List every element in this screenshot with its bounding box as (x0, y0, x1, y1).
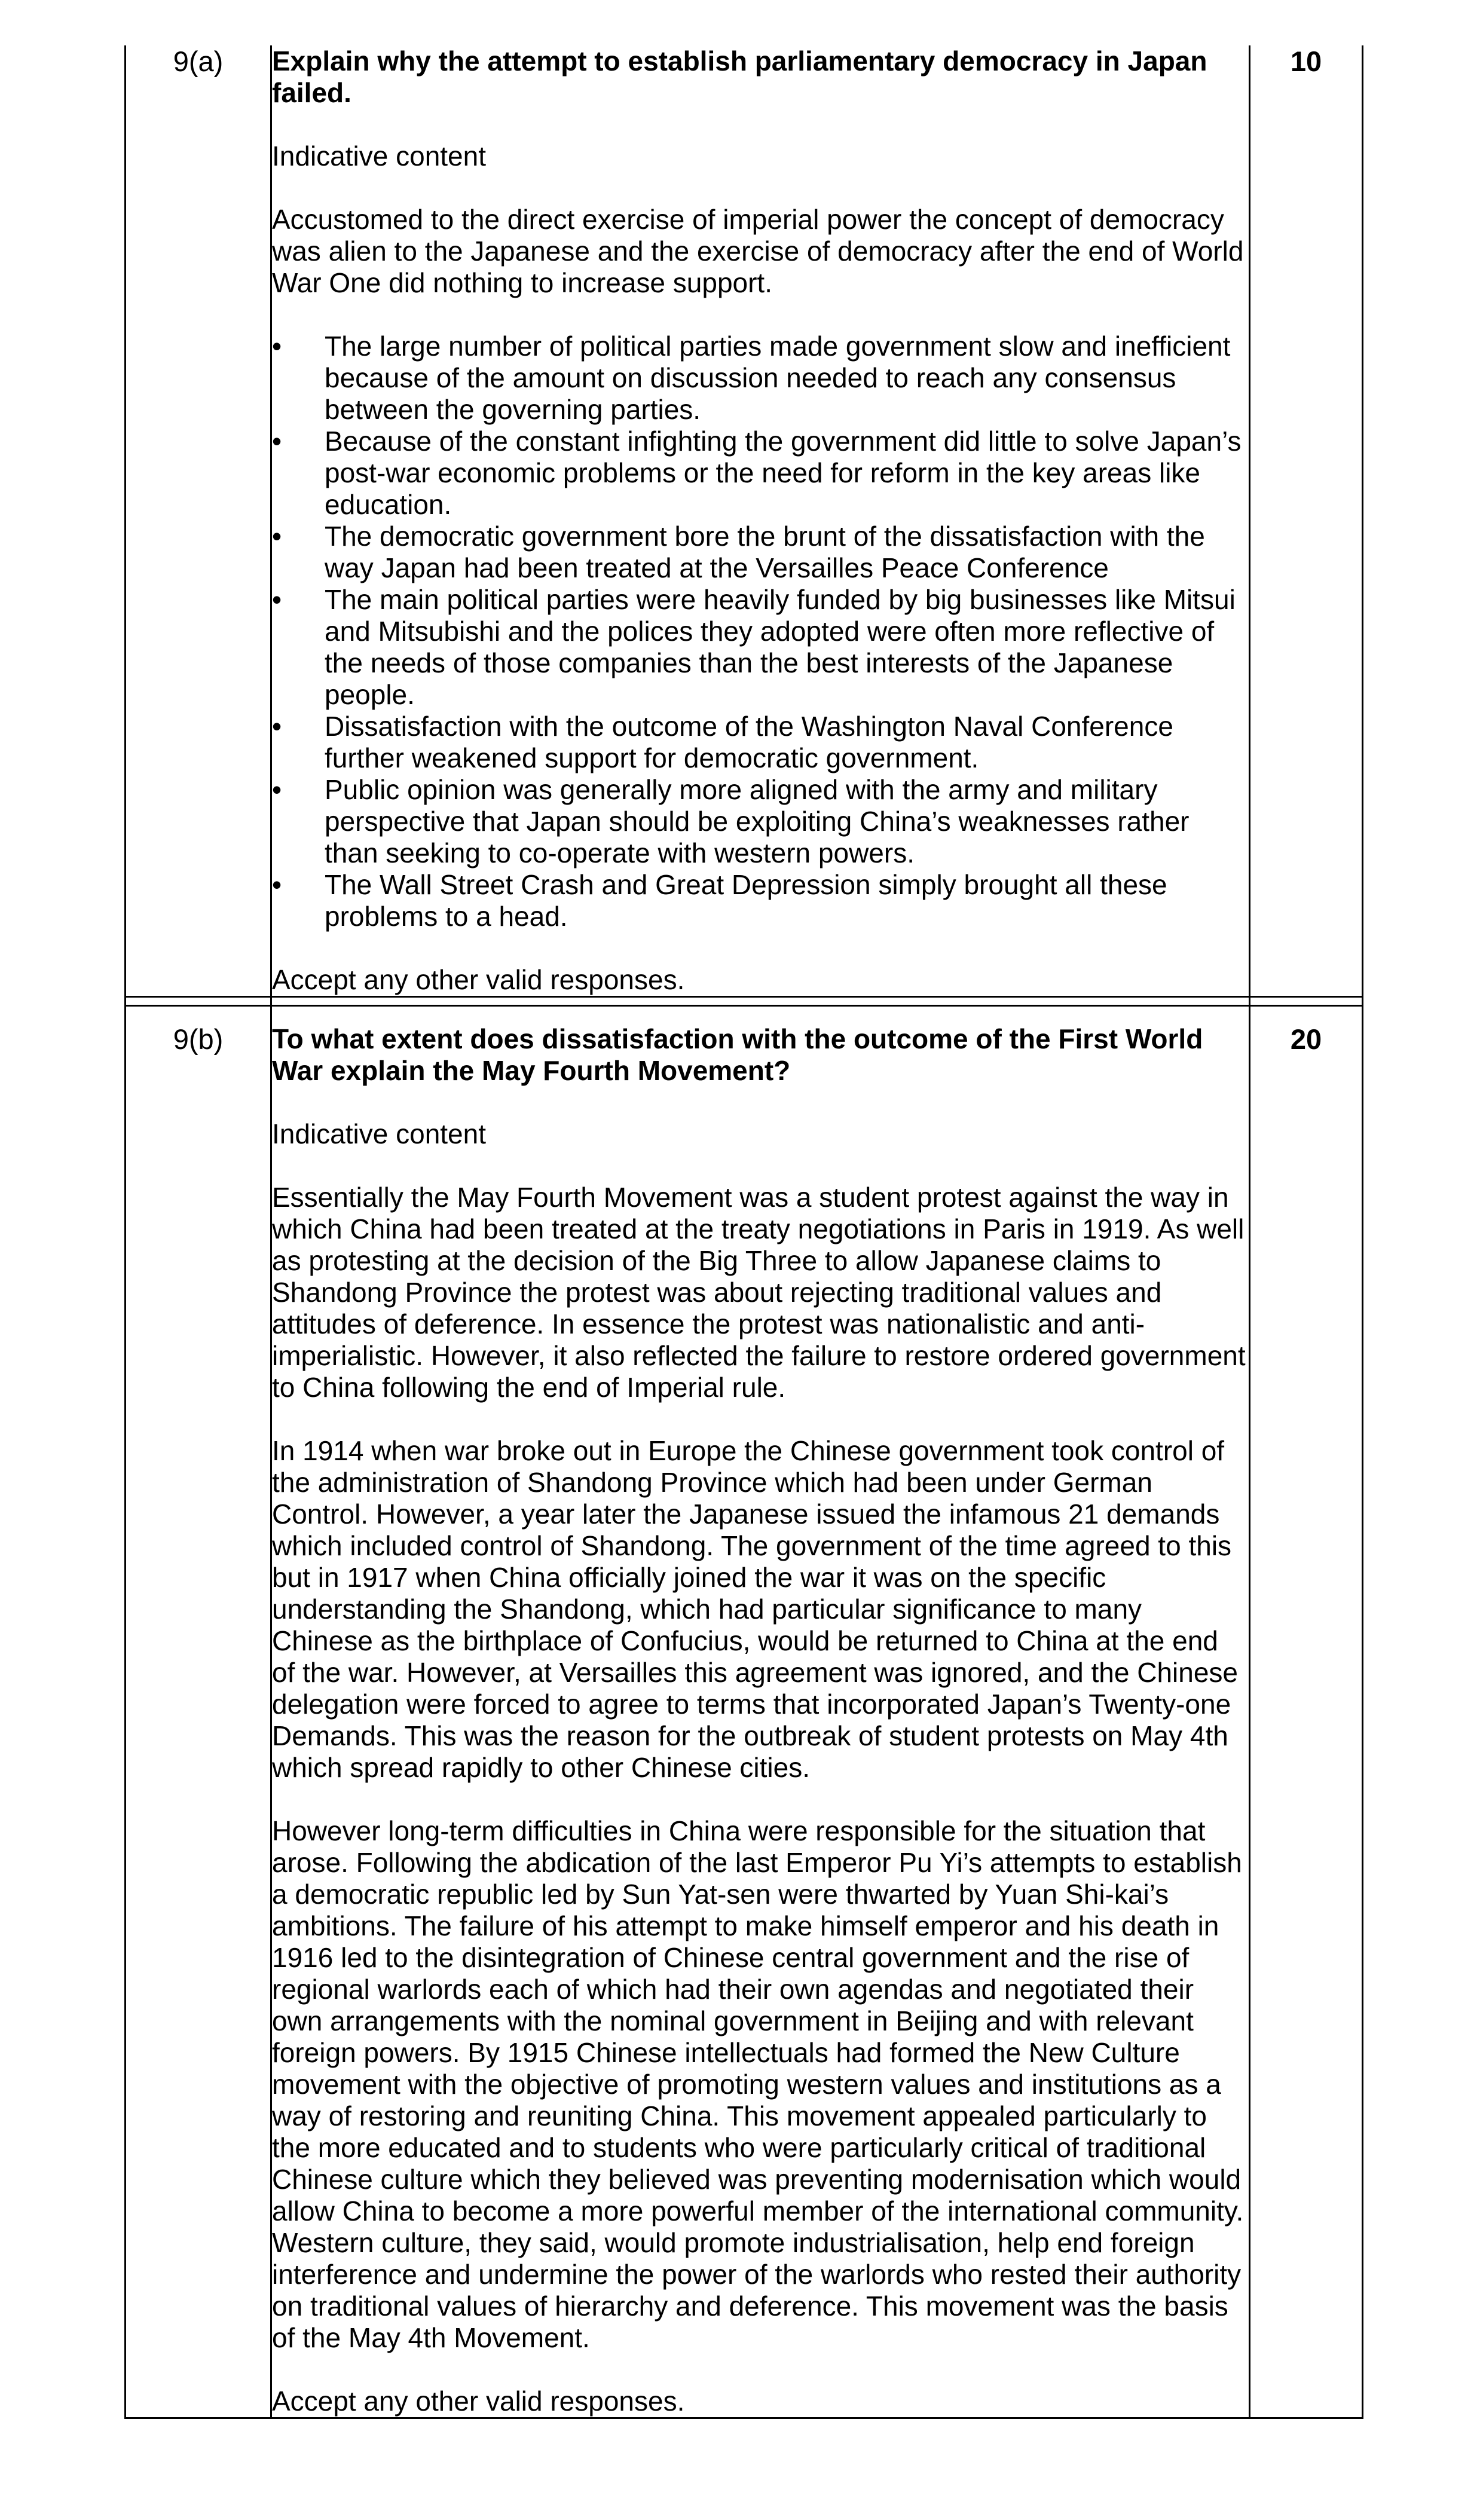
marks-value: 20 (1250, 1006, 1363, 2418)
body-paragraph: However long-term difficulties in China were responsible for the situation that arose. Following the abdication of the last Emperor Pu Yi’s attempts to establish a democratic republic led by Sun Yat-sen were thwarted by Yuan Shi-kai’s ambitions. The failure of his attempt to make himself emperor and his death in 1916 led to the disintegration of Chinese central government and the rise of regional warlords each of which had their own agendas and negotiated their own arrangements with the nominal government in Beijing and with relevant foreign powers. By 1915 Chinese intellectuals had formed the New Culture movement with the objective of promoting western values and institutions as a way of restoring and reuniting China. This movement appealed particularly to the more educated and to students who were particularly critical of traditional Chinese culture which they believed was preventing modernisation which would allow China to become a more powerful member of the international community. Western culture, they said, would promote industrialisation, help end foreign interference and undermine the power of the warlords who rested their authority on traditional values of hierarchy and deference. This movement was the basis of the May 4th Movement. (272, 1815, 1244, 2353)
question-number: 9(a) (126, 45, 271, 997)
question-row-9a (126, 45, 1363, 997)
bullet-item: • Dissatisfaction with the outcome of the Washington Naval Conference further weakened support for democratic government. (272, 711, 1249, 774)
bullet-item: • Public opinion was generally more aligned with the army and military perspective that Japan should be exploiting China’s weaknesses rather than seeking to co-operate with western powers. (272, 774, 1249, 869)
question-row-9b (126, 1006, 1363, 2418)
question-title: To what extent does dissatisfaction with the outcome of the First World War explain the May Fourth Movement? (272, 1023, 1203, 1086)
answer-guidance (271, 1006, 1250, 2418)
row-divider (126, 997, 1363, 1006)
bullet-item: • Because of the constant infighting the government did little to solve Japan’s post-war economic problems or the need for reform in the key areas like education. (272, 426, 1249, 521)
question-title: Explain why the attempt to establish parliamentary democracy in Japan failed. (272, 45, 1207, 108)
divider-cell (271, 997, 1250, 1006)
body-paragraph: Essentially the May Fourth Movement was a student protest against the way in which China had been treated at the treaty negotiations in Paris in 1919. As well as protesting at the decision of the Big Three to allow Japanese claims to Shandong Province the protest was about rejecting traditional values and attitudes of deference. In essence the protest was nationalistic and anti-imperialistic. However, it also reflected the failure to restore ordered government to China following the end of Imperial rule. (272, 1182, 1246, 1403)
intro-paragraph: Accustomed to the direct exercise of imperial power the concept of democracy was alien to the Japanese and the exercise of democracy after the end of World War One did nothing to increase support. (272, 204, 1244, 298)
question-number: 9(b) (126, 1006, 271, 2418)
bullet-list (272, 331, 1249, 932)
indicative-heading: Indicative content (272, 140, 487, 172)
bullet-item: • The Wall Street Crash and Great Depression simply brought all these problems to a head. (272, 869, 1249, 932)
divider-cell (126, 997, 271, 1006)
mark-scheme-table (124, 45, 1363, 2419)
answer-guidance (271, 45, 1250, 997)
bullet-item: • The democratic government bore the brunt of the dissatisfaction with the way Japan had been treated at the Versailles Peace Conference (272, 521, 1249, 584)
body-paragraph: In 1914 when war broke out in Europe the Chinese government took control of the administration of Shandong Province which had been under German Control. However, a year later the Japanese issued the infamous 21 demands which included control of Shandong. The government of the time agreed to this but in 1917 when China officially joined the war it was on the specific understanding the Shandong, which had particular significance to many Chinese as the birthplace of Confucius, would be returned to China at the end of the war. However, at Versailles this agreement was ignored, and the Chinese delegation were forced to agree to terms that incorporated Japan’s Twenty-one Demands. This was the reason for the outbreak of student protests on May 4th which spread rapidly to other Chinese cities. (272, 1435, 1239, 1783)
bullet-item: • The large number of political parties made government slow and inefficient because of the amount on discussion needed to reach any consensus between the governing parties. (272, 331, 1249, 426)
divider-cell (1250, 997, 1363, 1006)
bullet-item: • The main political parties were heavily funded by big businesses like Mitsui and Mitsubishi and the polices they adopted were often more reflective of the needs of those companies than the best interests of the Japanese people. (272, 584, 1249, 711)
indicative-heading: Indicative content (272, 1118, 487, 1149)
closing-note: Accept any other valid responses. (272, 964, 685, 995)
closing-note: Accept any other valid responses. (272, 2386, 685, 2417)
marks-value: 10 (1250, 45, 1363, 997)
